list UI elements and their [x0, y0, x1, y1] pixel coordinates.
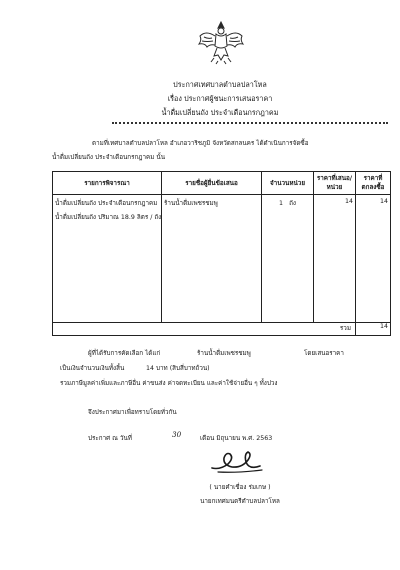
announcer: ประกาศเทศบาลตำบลปลาโหล — [173, 80, 267, 89]
date-month-year: เดือน มิถุนายน พ.ศ. 2563 — [200, 435, 273, 442]
amount-value: 14 บาท (สิบสี่บาทถ้วน) — [146, 365, 210, 372]
vat-note: รวมภาษีมูลค่าเพิ่มและภาษีอื่น ค่าขนส่ง ค่าจดทะเบียน และค่าใช้จ่ายอื่น ๆ ทั้งปวง — [60, 380, 278, 387]
qty-number: 1 — [279, 200, 284, 207]
winner-prefix: ผู้ที่ได้รับการคัดเลือก ได้แก่ — [88, 350, 161, 357]
header-offer-price: ราคาที่เสนอ/ หน่วย — [314, 172, 356, 195]
garuda-emblem-icon — [196, 20, 246, 66]
dotted-divider — [112, 122, 388, 124]
item-cell — [53, 195, 162, 323]
winner-name: ร้านน้ำดื่มเพชรชมพู — [197, 350, 251, 357]
bidder-cell: ร้านน้ำดื่มเพชรชมพู — [162, 195, 262, 323]
agreed-price-cell: 14 — [356, 195, 391, 323]
signer-name: ( นายคำเชื่อง ร่มเกษ ) — [209, 484, 271, 491]
award-method: โดยเสนอราคา — [304, 350, 344, 357]
publish-statement: จึงประกาศมาเพื่อทราบโดยทั่วกัน — [88, 409, 177, 416]
intro-line-1: ตามที่เทศบาลตำบลปลาโหล อำเภอวาริชภูมิ จังหวัดสกลนคร ได้ดำเนินการจัดซื้อ — [92, 140, 309, 147]
total-value: 14 — [356, 323, 391, 336]
item-desc-line-1: น้ำดื่มเปลี่ยนถัง ประจำเดือนกรกฎาคม — [55, 200, 158, 207]
procurement-table — [52, 171, 391, 336]
qty-unit: ถัง — [289, 200, 296, 207]
table-row — [53, 195, 391, 323]
qty-cell — [262, 195, 314, 323]
total-row — [53, 323, 391, 336]
header-bidder: รายชื่อผู้ยื่นข้อเสนอ — [162, 172, 262, 195]
signer-title: นายกเทศมนตรีตำบลปลาโหล — [200, 498, 280, 505]
item-desc-line-2: น้ำดื่มเปลี่ยนถัง ปริมาณ 18.9 ลิตร / ถัง — [55, 214, 162, 221]
header-agreed-price: ราคาที่ ตกลงซื้อ — [356, 172, 391, 195]
table-header-row — [53, 172, 391, 195]
date-day: 30 — [172, 430, 182, 439]
intro-line-2: น้ำดื่มเปลี่ยนถัง ประจำเดือนกรกฎาคม นั้น — [52, 154, 166, 161]
header-item: รายการพิจารณา — [53, 172, 162, 195]
offer-price-cell: 14 — [314, 195, 356, 323]
header-qty: จำนวนหน่วย — [262, 172, 314, 195]
date-prefix: ประกาศ ณ วันที่ — [88, 435, 132, 442]
amount-prefix: เป็นเงินจำนวนเงินทั้งสิ้น — [60, 365, 125, 372]
signature-icon — [208, 440, 266, 476]
subject: เรื่อง ประกาศผู้ชนะการเสนอราคา — [167, 94, 273, 103]
total-label: รวม — [53, 323, 356, 336]
item-title: น้ำดื่มเปลี่ยนถัง ประจำเดือนกรกฎาคม — [161, 108, 279, 117]
